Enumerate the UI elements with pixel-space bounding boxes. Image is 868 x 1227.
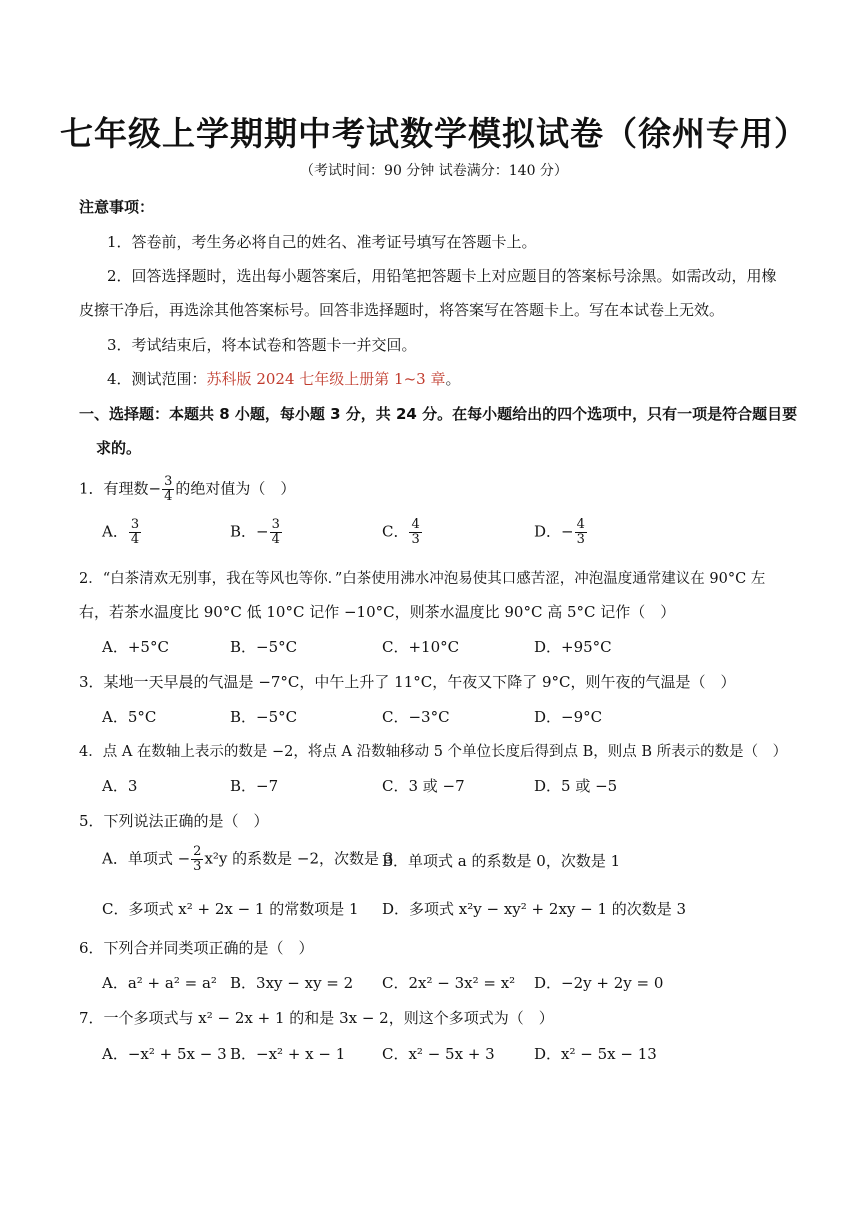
q6-option-c[interactable]: C．2x² − 3x² = x² — [382, 974, 516, 992]
question-7: 7．一个多项式与 x² − 2x + 1 的和是 3x − 2，则这个多项式为（ ） — [79, 1009, 554, 1027]
q7-option-b[interactable]: B．−x² + x − 1 — [230, 1045, 346, 1063]
q6-option-d[interactable]: D．−2y + 2y = 0 — [534, 974, 664, 992]
question-2-line-2: 右，若茶水温度比 90°C 低 10°C 记作 −10°C，则茶水温度比 90°C 高 5°C 记作（ ） — [79, 603, 676, 621]
q1-b-fraction — [270, 518, 282, 547]
q1-d-sign: − — [561, 522, 574, 541]
q1-d-label: D． — [534, 522, 562, 541]
test-scope: 苏科版 2024 七年级上册第 1~3 章 — [206, 370, 446, 388]
q5-a-num: 2 — [193, 844, 202, 859]
q4-option-a[interactable]: A．3 — [102, 777, 138, 795]
question-3: 3．某地一天早晨的气温是 −7°C，中午上升了 11°C，午夜又下降了 9°C，则午夜的气温是（ ） — [79, 673, 736, 691]
q1-a-num: 3 — [130, 517, 140, 532]
q2-option-b[interactable]: B．−5°C — [230, 638, 298, 656]
notice-item-2b: 皮擦干净后，再选涂其他答案标号。回答非选择题时，将答案写在答题卡上。写在本试卷上无效。 — [79, 301, 725, 319]
q3-option-a[interactable]: A．5°C — [102, 708, 157, 726]
q1-b-sign: − — [256, 522, 269, 541]
q5-a-prefix: A．单项式 − — [102, 849, 191, 868]
q1-d-fraction — [575, 518, 587, 547]
notice-item-2a: 2．回答选择题时，选出每小题答案后，用铅笔把答题卡上对应题目的答案标号涂黑。如需改动，用橡 — [107, 267, 777, 285]
question-1 — [79, 475, 295, 504]
question-6: 6．下列合并同类项正确的是（ ） — [79, 939, 314, 957]
q1-suffix: 的绝对值为（ ） — [175, 479, 296, 498]
q3-option-d[interactable]: D．−9°C — [534, 708, 603, 726]
q1-minus: − — [148, 479, 162, 498]
q2-option-c[interactable]: C．+10°C — [382, 638, 460, 656]
q1-b-den: 4 — [271, 532, 280, 547]
q1-d-num: 4 — [576, 517, 585, 532]
exam-info: （考试时间：90 分钟 试卷满分：140 分） — [300, 163, 568, 179]
section-heading-line-2: 求的。 — [96, 439, 142, 457]
question-2-line-1: 2．“白茶清欢无别事，我在等风也等你．”白茶使用沸水冲泡易使其口感苦涩，冲泡温度通常建议在 90°C 左 — [79, 571, 766, 587]
q7-option-a[interactable]: A．−x² + 5x − 3 — [102, 1045, 227, 1063]
q1-b-label: B． — [230, 522, 257, 541]
q1-c-num: 4 — [411, 517, 420, 532]
q1-option-c[interactable] — [382, 518, 423, 547]
question-5: 5．下列说法正确的是（ ） — [79, 812, 269, 830]
q5-a-den: 3 — [193, 859, 202, 874]
q1-c-label: C． — [382, 522, 409, 541]
q1-fraction — [162, 475, 174, 504]
q1-a-label: A． — [102, 522, 128, 541]
q4-option-d[interactable]: D．5 或 −5 — [534, 777, 618, 795]
q1-a-fraction — [129, 518, 141, 547]
q1-option-b[interactable] — [230, 518, 283, 547]
q2-option-d[interactable]: D．+95°C — [534, 638, 612, 656]
q1-d-den: 3 — [576, 532, 585, 547]
q6-option-b[interactable]: B．3xy − xy = 2 — [230, 974, 354, 992]
q5-option-a[interactable] — [102, 845, 393, 874]
q1-den: 4 — [164, 489, 173, 504]
q1-c-den: 3 — [411, 532, 420, 547]
q5-a-fraction — [191, 845, 203, 874]
q1-num: 3 — [164, 474, 173, 489]
q5-option-b[interactable]: B．单项式 a 的系数是 0，次数是 1 — [382, 852, 621, 870]
q1-a-den: 4 — [130, 532, 140, 547]
q5-option-c[interactable]: C．多项式 x² + 2x − 1 的常数项是 1 — [102, 900, 359, 918]
question-4: 4．点 A 在数轴上表示的数是 −2，将点 A 沿数轴移动 5 个单位长度后得到点 B，则点 B 所表示的数是（ ） — [79, 744, 788, 760]
notice-item-4-suffix: 。 — [445, 370, 461, 388]
q1-option-d[interactable] — [534, 518, 588, 547]
section-heading-line-1: 一、选择题：本题共 8 小题，每小题 3 分，共 24 分。在每小题给出的四个选项中，只有一项是符合题目要 — [79, 405, 798, 423]
notice-item-4-prefix: 4．测试范围： — [107, 370, 207, 388]
q2-option-a[interactable]: A．+5°C — [102, 638, 169, 656]
notice-heading: 注意事项： — [79, 198, 155, 216]
q1-option-a[interactable] — [102, 518, 142, 547]
q5-option-d[interactable]: D．多项式 x²y − xy² + 2xy − 1 的次数是 3 — [382, 900, 687, 918]
notice-item-3: 3．考试结束后，将本试卷和答题卡一并交回。 — [107, 336, 417, 354]
notice-item-1: 1．答卷前，考生务必将自己的姓名、准考证号填写在答题卡上。 — [107, 233, 537, 251]
q1-prefix: 1．有理数 — [79, 479, 149, 498]
page-title: 七年级上学期期中考试数学模拟试卷（徐州专用） — [60, 114, 808, 153]
q3-option-b[interactable]: B．−5°C — [230, 708, 298, 726]
q4-option-b[interactable]: B．−7 — [230, 777, 279, 795]
q3-option-c[interactable]: C．−3°C — [382, 708, 450, 726]
q7-option-c[interactable]: C．x² − 5x + 3 — [382, 1045, 495, 1063]
notice-item-4 — [107, 368, 460, 389]
q4-option-c[interactable]: C．3 或 −7 — [382, 777, 465, 795]
q1-b-num: 3 — [271, 517, 280, 532]
q1-c-fraction — [409, 518, 421, 547]
q6-option-a[interactable]: A．a² + a² = a² — [102, 974, 217, 992]
q5-a-suffix: x²y 的系数是 −2，次数是 3 — [204, 849, 394, 868]
q7-option-d[interactable]: D．x² − 5x − 13 — [534, 1045, 657, 1063]
